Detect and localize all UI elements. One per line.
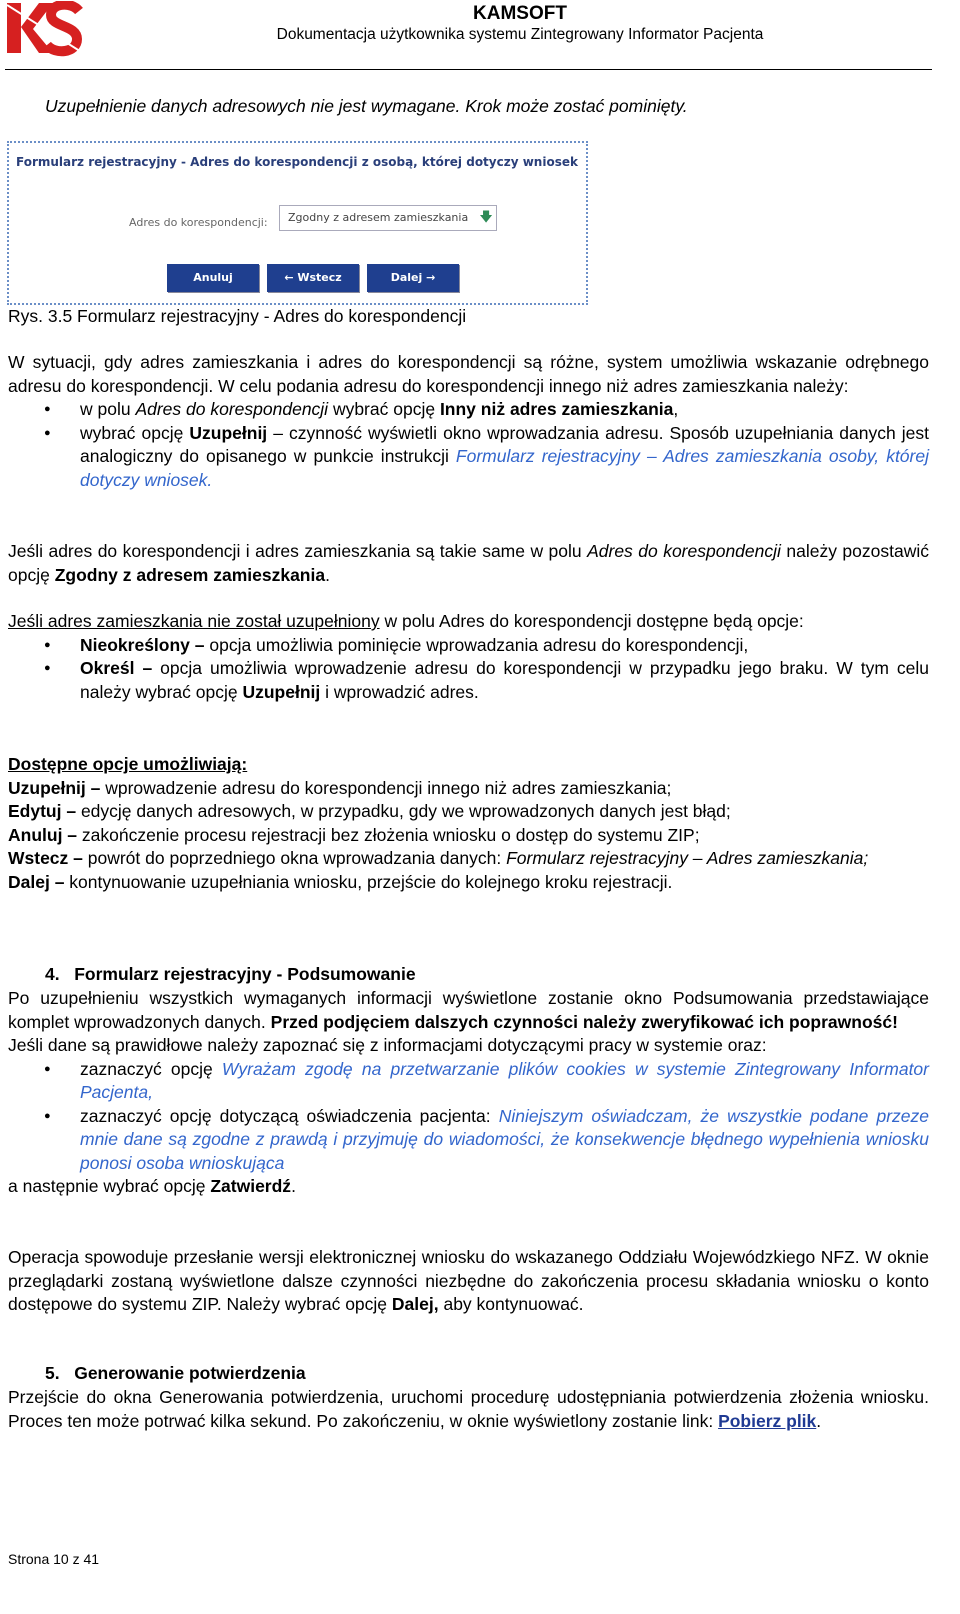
list-item: ● Nieokreślony – opcja umożliwia pominięcie wprowadzania adresu do korespondencji, [8, 634, 929, 658]
paragraph-same-address: Jeśli adres do korespondencji i adres zamieszkania są takie same w polu Adres do korespondencji należy pozostawić opcję Zgodny z adresem zamieszkania. [8, 541, 929, 585]
options-heading: Dostępne opcje umożliwiają: [8, 754, 248, 774]
section-4-heading: 4. Formularz rejestracyjny - Podsumowanie [45, 964, 416, 984]
option-row: Uzupełnij – wprowadzenie adresu do korespondencji innego niż adres zamieszkania; [8, 777, 672, 798]
option-row: Dalej – kontynuowanie uzupełniania wniosku, przejście do kolejnego kroku rejestracji. [8, 871, 673, 892]
figure-caption: Rys. 3.5 Formularz rejestracyjny - Adres do korespondencji [8, 306, 467, 326]
option-row: Anuluj – zakończenie procesu rejestracji bez złożenia wniosku o dostęp do systemu ZIP; [8, 824, 700, 845]
section-5-body: Przejście do okna Generowania potwierdzenia, uruchomi procedurę udostępniania potwierdzenia złożenia wniosku. Proces ten może potrwać kilka sekund. Po zakończeniu, w oknie wyświetlony zostanie link: Pobierz plik. [8, 1387, 929, 1431]
screenshot-address-select [279, 205, 497, 231]
header-divider [5, 69, 932, 70]
instruction-reference-link[interactable]: Formularz rejestracyjny – Adres zamieszkania osoby, której dotyczy wniosek [80, 446, 929, 490]
screenshot-cancel-button: Anuluj [167, 264, 259, 292]
option-row: Wstecz – powrót do poprzedniego okna wprowadzania danych: Formularz rejestracyjny – Adres zamieszkania; [8, 848, 869, 868]
steps-list [8, 398, 929, 492]
screenshot-back-button: ← Wstecz [267, 264, 359, 292]
list-item: ● w polu Adres do korespondencji wybrać opcję Inny niż adres zamieszkania, [8, 398, 929, 422]
section-4-operation: Operacja spowoduje przesłanie wersji elektronicznej wniosku do wskazanego Oddziału Wojewódzkiego NFZ. W oknie przeglądarki zostaną wyświetlone dalsze czynności niezbędne do zakończenia procesu składania wniosku o konto dostępowe do systemu ZIP. Należy wybrać opcję Dalej, aby kontynuować. [8, 1247, 929, 1314]
page-number: Strona 10 z 41 [8, 1551, 100, 1567]
list-item: ● Określ – opcja umożliwia wprowadzenie adresu do korespondencji w przypadku jego braku. W tym celu należy wybrać opcję Uzupełnij i wprowadzić adres. [8, 657, 929, 704]
document-subtitle: Dokumentacja użytkownika systemu Zintegrowany Informator Pacjenta [276, 26, 764, 43]
paragraph-different-address [8, 351, 929, 492]
list-item: ● zaznaczyć opcję Wyrażam zgodę na przetwarzanie plików cookies w systemie Zintegrowany Informator Pacjenta, [8, 1058, 929, 1105]
screenshot-title: Formularz rejestracyjny - Adres do korespondencji z osobą, której dotyczy wniosek [16, 155, 578, 169]
options-list [8, 634, 929, 705]
option-row: Edytuj – edycję danych adresowych, w przypadku, gdy we wprowadzonych danych jest błąd; [8, 801, 731, 821]
available-options [8, 753, 929, 894]
intro-note: Uzupełnienie danych adresowych nie jest wymagane. Krok może zostać pominięty. [45, 96, 688, 116]
paragraph-no-address: Jeśli adres zamieszkania nie został uzupełniony w polu Adres do korespondencji dostępne będą opcje: ● Nieokreślony – opcja umożliwia pominięcie wprowadzania adresu do korespondencji, ● Określ – opcja umożliwia wprowadzenie adresu do korespondencji w przypadku jego braku. W tym celu należy wybrać opcję Uzupełnij i wprowadzić adres. [8, 610, 929, 704]
screenshot-field-label: Adres do korespondencji: [129, 216, 268, 229]
paragraph-text: W sytuacji, gdy adres zamieszkania i adres do korespondencji są różne, system umożliwia wskazanie odrębnego adresu do korespondencji. W celu podania adresu do korespondencji innego niż adres zamieszkania należy: [8, 352, 929, 396]
list-item: ● wybrać opcję Uzupełnij – czynność wyświetli okno wprowadzania adresu. Sposób uzupełniania danych jest analogiczny do opisanego w punkcie instrukcji Formularz rejestracyjny – Adres zamieszkania osoby, której dotyczy wniosek. [8, 422, 929, 493]
arrow-down-icon: 🡇 [479, 210, 493, 225]
screenshot-next-button: Dalej → [367, 264, 459, 292]
section-4-body: Po uzupełnieniu wszystkich wymaganych informacji wyświetlone zostanie okno Podsumowania przedstawiające komplet wprowadzonych danych. Przed podjęciem dalszych czynności należy zweryfikować ich poprawność! Jeśli dane są prawidłowe należy zapoznać się z informacjami dotyczącymi pracy w systemie oraz: ● zaznaczyć opcję Wyrażam zgodę na przetwarzanie plików cookies w systemie Zintegrowany Informator Pacjenta, ● zaznaczyć opcję dotyczącą oświadczenia pacjenta: Niniejszym oświadczam, że wszystkie podane przeze mnie dane są zgodne z prawdą i przyjmuję do wiadomości, że konsekwencje błędnego wypełnienia wniosku ponosi osoba wnioskująca a następnie wybrać opcję Zatwierdź. [8, 987, 929, 1199]
screenshot-select-value: Zgodny z adresem zamieszkania [288, 211, 469, 224]
section-5-heading: 5. Generowanie potwierdzenia [45, 1363, 306, 1383]
company-name: KAMSOFT [473, 3, 567, 24]
list-item: ● zaznaczyć opcję dotyczącą oświadczenia pacjenta: Niniejszym oświadczam, że wszystkie podane przeze mnie dane są zgodne z prawdą i przyjmuję do wiadomości, że konsekwencje błędnego wypełnienia wniosku ponosi osoba wnioskująca [8, 1105, 929, 1176]
consent-list [8, 1058, 929, 1176]
form-screenshot [7, 141, 588, 305]
download-file-link[interactable]: Pobierz plik [718, 1410, 817, 1431]
